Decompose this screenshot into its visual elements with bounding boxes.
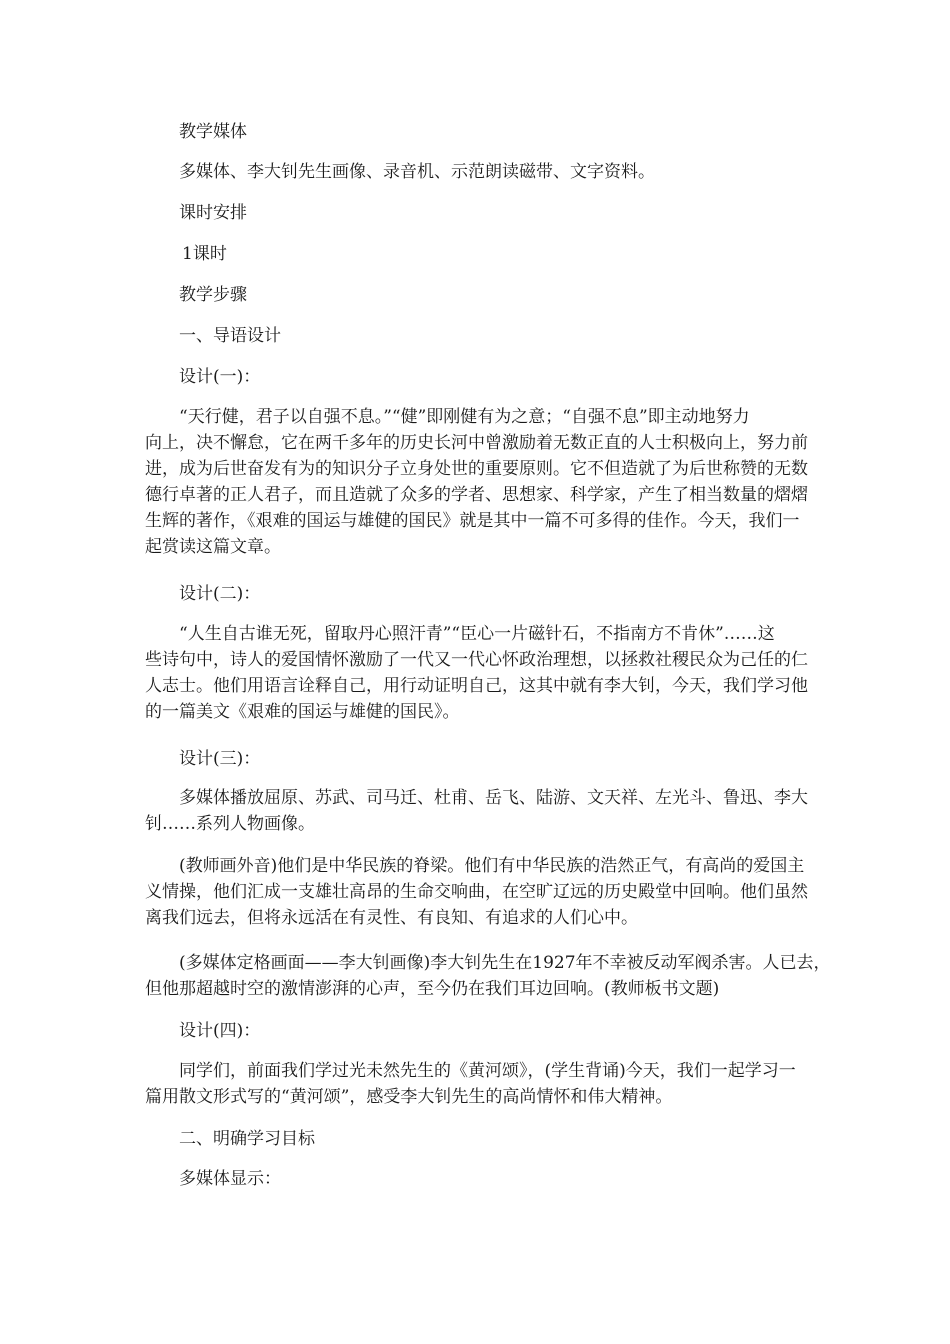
paragraph-line: 起赏读这篇文章。 — [145, 537, 281, 557]
paragraph-line: (多媒体定格画面——李大钊画像)李大钊先生在1927年不幸被反动军阀杀害。人已去， — [179, 953, 831, 973]
paragraph-line: 同学们，前面我们学过光未然先生的《黄河颂》，(学生背诵)今天，我们一起学习一 — [179, 1061, 796, 1081]
paragraph-line: 德行卓著的正人君子，而且造就了众多的学者、思想家、科学家，产生了相当数量的熠熠 — [145, 485, 808, 505]
paragraph-line: 多媒体播放屈原、苏武、司马迁、杜甫、岳飞、陆游、文天祥、左光斗、鲁迅、李大 — [179, 788, 808, 808]
heading-schedule: 课时安排 — [179, 203, 247, 223]
design-3-label: 设计(三)： — [179, 749, 261, 769]
paragraph-line: (教师画外音)他们是中华民族的脊梁。他们有中华民族的浩然正气，有高尚的爱国主 — [179, 856, 805, 876]
multimedia-display-label: 多媒体显示： — [179, 1169, 281, 1189]
paragraph-line: 但他那超越时空的激情澎湃的心声，至今仍在我们耳边回响。(教师板书文题) — [145, 979, 720, 999]
paragraph-line: 些诗句中，诗人的爱国情怀激励了一代又一代心怀政治理想，以拯救社稷民众为己任的仁 — [145, 650, 808, 670]
paragraph-line: 离我们远去，但将永远活在有灵性、有良知、有追求的人们心中。 — [145, 908, 638, 928]
paragraph-design-1 — [145, 404, 808, 560]
paragraph-line: 人志士。他们用语言诠释自己，用行动证明自己，这其中就有李大钊，今天，我们学习他 — [145, 676, 808, 696]
paragraph-line: 向上，决不懈怠，它在两千多年的历史长河中曾激励着无数正直的人士积极向上，努力前 — [145, 433, 808, 453]
heading-teaching-media: 教学媒体 — [179, 122, 247, 142]
design-2-label: 设计(二)： — [179, 584, 261, 604]
paragraph-line: 的一篇美文《艰难的国运与雄健的国民》。 — [145, 702, 460, 722]
paragraph-design-3 — [145, 785, 808, 837]
paragraph-line: 篇用散文形式写的“黄河颂”，感受李大钊先生的高尚情怀和伟大精神。 — [145, 1087, 673, 1107]
paragraph-design-2 — [145, 621, 808, 725]
section-learning-goals: 二、明确学习目标 — [179, 1129, 315, 1149]
paragraph-line: 义情操，他们汇成一支雄壮高昂的生命交响曲，在空旷辽远的历史殿堂中回响。他们虽然 — [145, 882, 808, 902]
section-intro-design: 一、导语设计 — [179, 326, 281, 346]
paragraph-line: “人生自古谁无死，留取丹心照汗青”“臣心一片磁针石，不指南方不肯休”……这 — [179, 624, 775, 644]
schedule-text: 1课时 — [182, 244, 227, 264]
design-4-label: 设计(四)： — [179, 1021, 261, 1041]
paragraph-line: 钊……系列人物画像。 — [145, 814, 315, 834]
paragraph-line: 进，成为后世奋发有为的知识分子立身处世的重要原则。它不但造就了为后世称赞的无数 — [145, 459, 808, 479]
paragraph-design-4 — [145, 1058, 796, 1110]
media-list: 多媒体、李大钊先生画像、录音机、示范朗读磁带、文字资料。 — [179, 162, 655, 182]
paragraph-line: “天行健，君子以自强不息。”“健”即刚健有为之意；“自强不息”即主动地努力 — [179, 407, 750, 427]
paragraph-line: 生辉的著作，《艰难的国运与雄健的国民》就是其中一篇不可多得的佳作。今天，我们一 — [145, 511, 800, 531]
design-1-label: 设计(一)： — [179, 367, 261, 387]
paragraph-portrait-freeze — [145, 950, 831, 1002]
heading-steps: 教学步骤 — [179, 285, 247, 305]
paragraph-teacher-voiceover — [145, 853, 808, 931]
